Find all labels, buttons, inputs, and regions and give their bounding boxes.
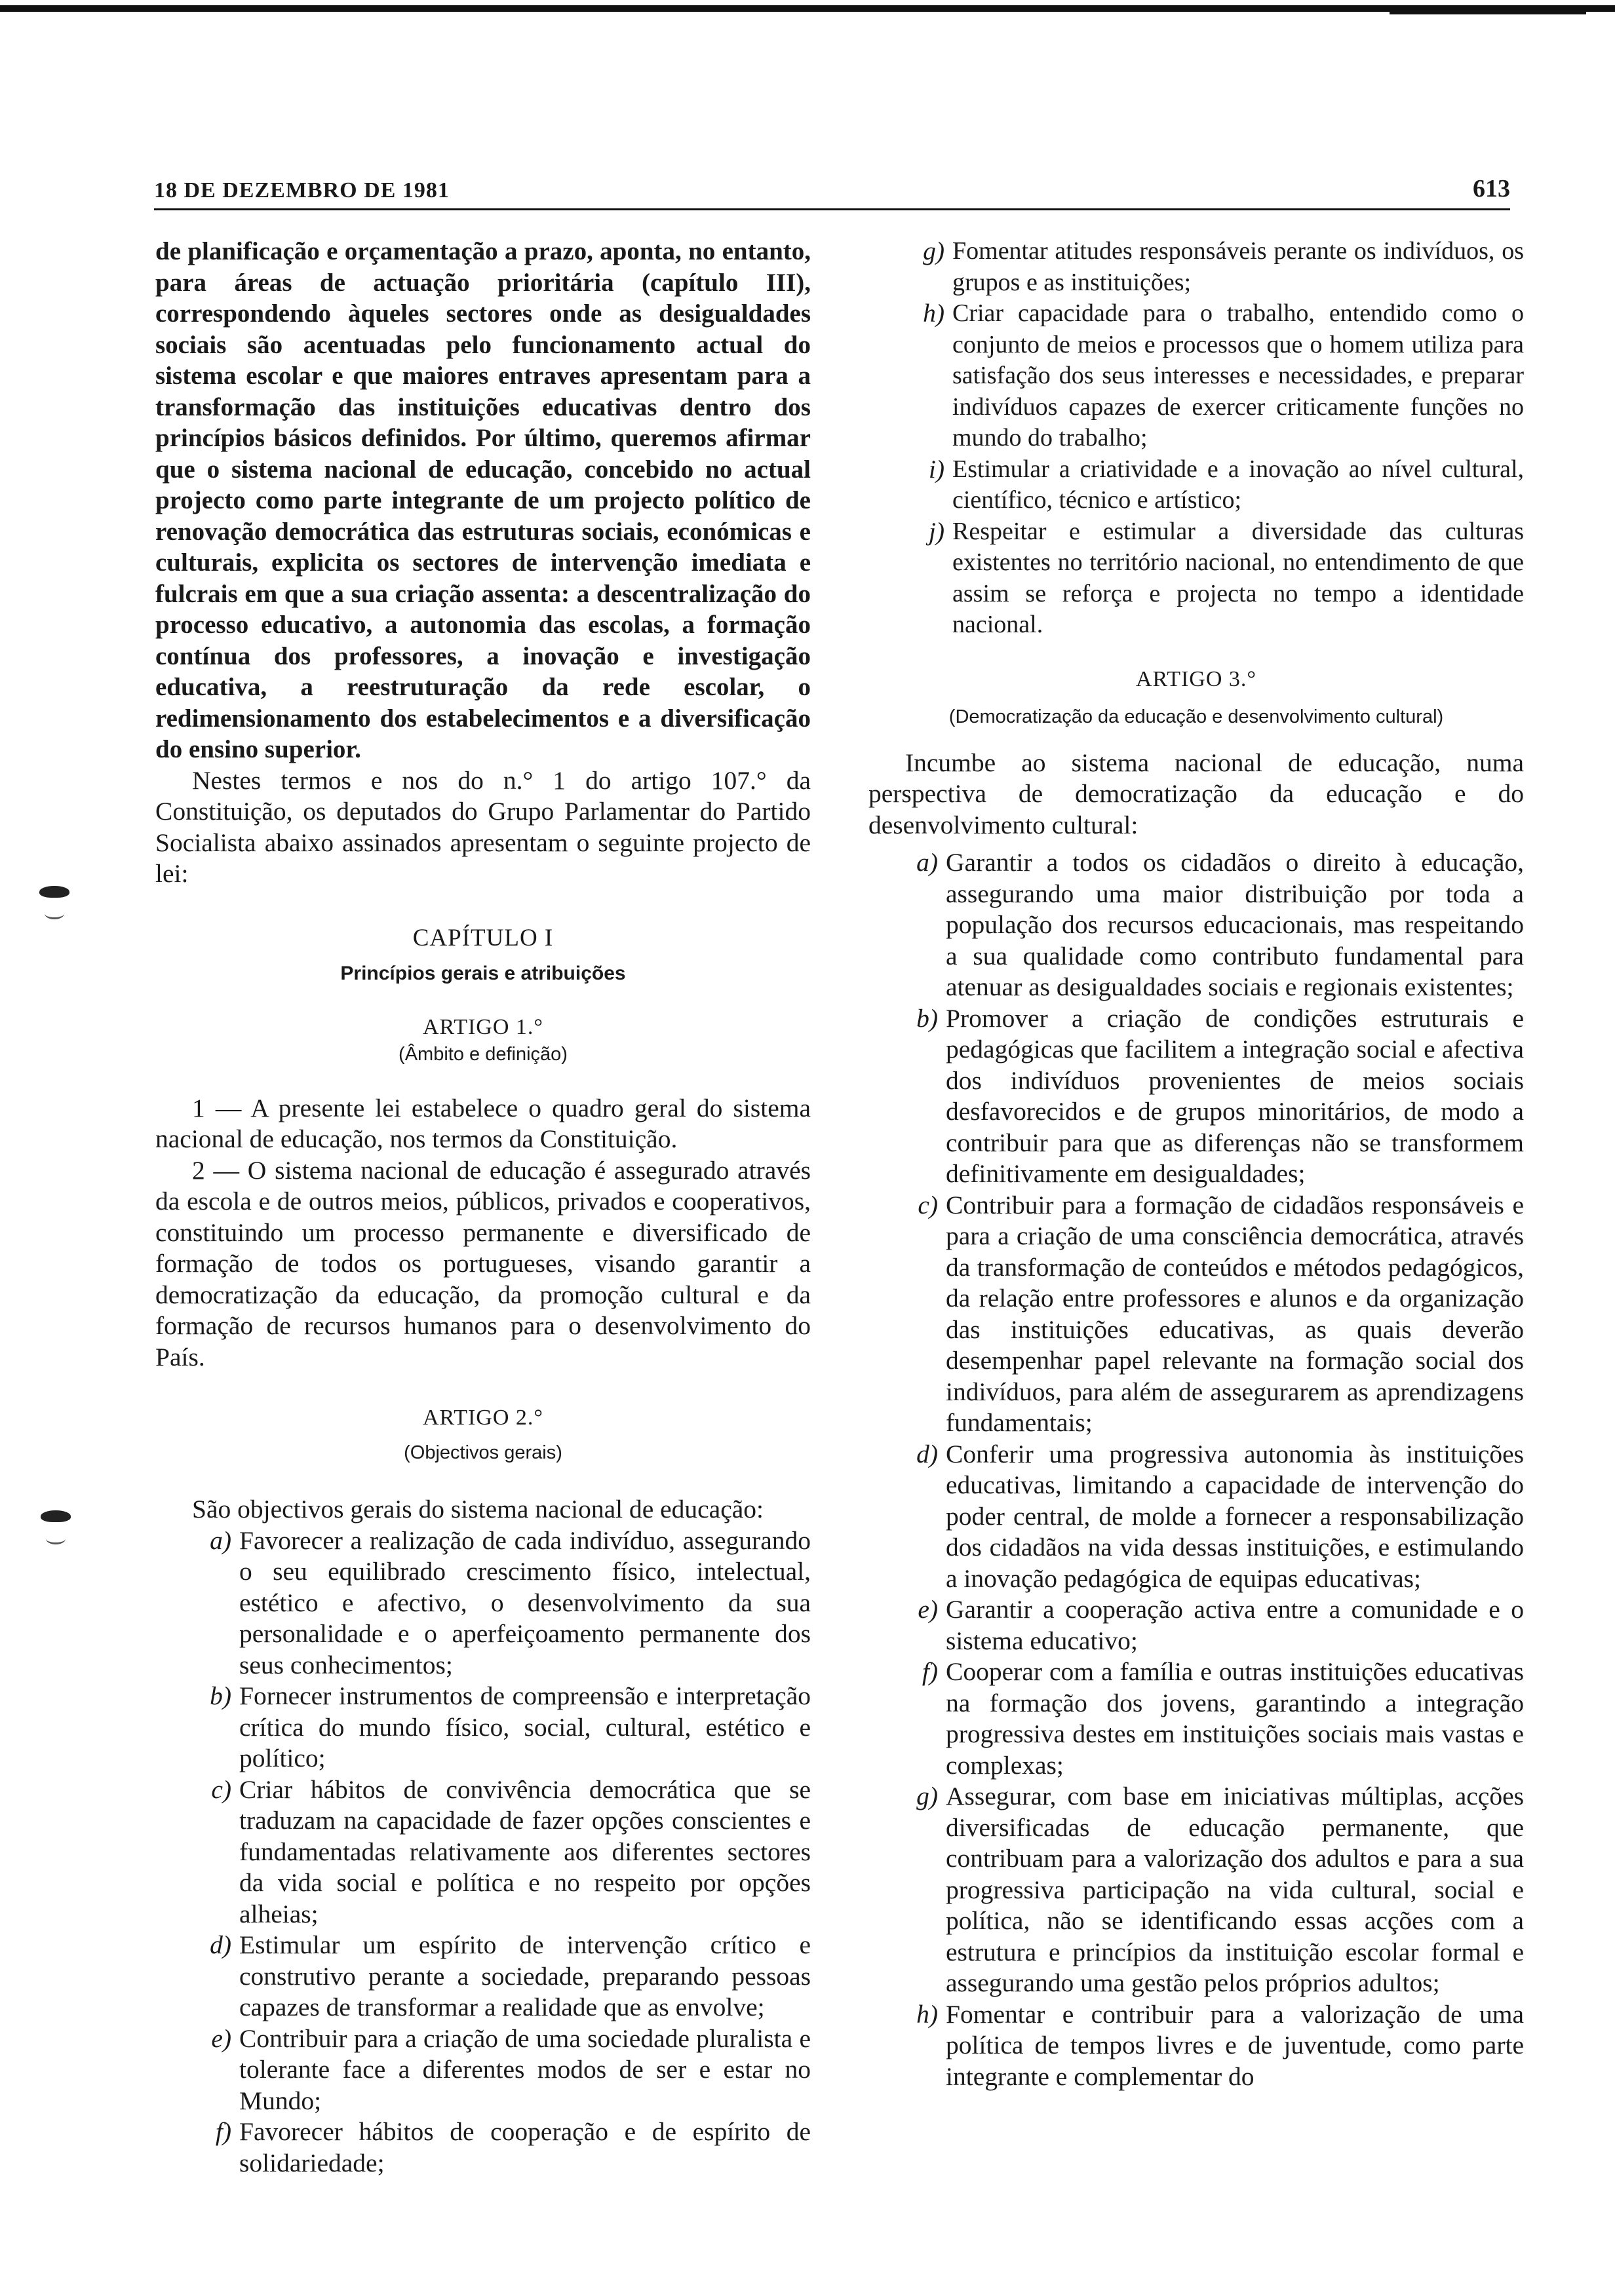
item-label: c)	[918, 1190, 938, 1219]
list-item	[868, 1439, 1524, 1595]
intro-paragraph: de planificação e orçamentação a prazo, aponta, no entanto, para áreas de actuação prioritária (capítulo III), correspondendo àqueles sectores onde as desigualdades sociais são acentuadas pelo funcionamento actual do sistema escolar e que maiores entraves apresentam para a transformação das instituições educativas dentro dos princípios básicos definidos. Por último, queremos afirmar que o sistema nacional de educação, concebido no actual projecto como parte integrante de um projecto político de renovação democrática das estruturas sociais, económicas e culturais, explicita os sectores de intervenção imediata e fulcrais em que a sua criação assenta: a descentralização do processo educativo, a autonomia das escolas, a formação contínua dos professores, a inovação e investigação educativa, a reestruturação da rede escolar, o redimensionamento dos estabelecimentos e a diversificação do ensino superior.	[155, 237, 811, 763]
item-label: b)	[210, 1681, 231, 1710]
item-text: Garantir a todos os cidadãos o direito à educação, assegurando uma maior distribuição por toda a população dos recursos educacionais, mas respeitando a sua qualidade como contributo fundamental para atenuar as desigualdades sociais e regionais existentes;	[946, 848, 1524, 1001]
item-label: h)	[923, 299, 944, 328]
margin-punch-curve	[46, 1533, 66, 1544]
item-label: i)	[928, 454, 944, 484]
item-text: Garantir a cooperação activa entre a comunidade e o sistema educativo;	[946, 1595, 1524, 1655]
article-2-list	[155, 1525, 811, 2179]
margin-punch-mark	[41, 1510, 71, 1522]
article-3-title: ARTIGO 3.°	[1136, 666, 1256, 691]
item-label: a)	[210, 1525, 231, 1555]
item-text: Assegurar, com base em iniciativas múltiplas, acções diversificadas de educação permanente, que contribuam para a valorização dos adultos e para a sua progressiva participação na vida cultural, social e política, não se identificando essas acções com a estrutura e princípios da instituição escolar formal e assegurando uma gestão pelos próprios adultos;	[946, 1782, 1524, 1997]
list-item	[155, 1681, 811, 1774]
item-text: Fornecer instrumentos de compreensão e interpretação crítica do mundo físico, social, cultural, estético e político;	[239, 1681, 811, 1772]
item-label: h)	[916, 1999, 938, 2029]
item-label: e)	[918, 1595, 938, 1624]
list-item	[868, 454, 1524, 516]
header-date: 18 DE DEZEMBRO DE 1981	[154, 178, 450, 202]
list-item	[868, 1594, 1524, 1656]
closing-paragraph: Nestes termos e nos do n.° 1 do artigo 107.° da Constituição, os deputados do Grupo Parlamentar do Partido Socialista abaixo assinados apresentam o seguinte projecto de lei:	[155, 765, 811, 888]
list-item	[155, 1525, 811, 1681]
item-text: Promover a criação de condições estruturais e pedagógicas que facilitem a integração social e afectiva dos indivíduos provenientes de meios sociais desfavorecidos e de grupos minoritários, de modo a contribuir para que as diferenças não se transformem definitivamente em desigualdades;	[946, 1003, 1524, 1188]
item-text: Favorecer a realização de cada indivíduo, assegurando o seu equilibrado crescimento físico, intelectual, estético e afectivo, o desenvolvimento da sua personalidade e o aperfeiçoamento permanente dos seus conhecimentos;	[239, 1525, 811, 1679]
item-text: Favorecer hábitos de cooperação e de espírito de solidariedade;	[239, 2117, 811, 2177]
list-item	[868, 298, 1524, 454]
list-item	[868, 1999, 1524, 2093]
list-item	[155, 1930, 811, 2023]
item-text: Respeitar e estimular a diversidade das culturas existentes no território nacional, no entendimento de que assim se reforça e projecta no tempo a identidade nacional.	[952, 517, 1524, 638]
item-label: c)	[211, 1774, 231, 1804]
article-1-paragraph-1: 1 — A presente lei estabelece o quadro geral do sistema nacional de educação, nos termos da Constituição.	[155, 1093, 811, 1153]
margin-punch-curve	[45, 908, 64, 919]
top-scan-rule	[0, 5, 1615, 12]
item-text: Fomentar atitudes responsáveis perante os indivíduos, os grupos e as instituições;	[952, 237, 1524, 296]
item-text: Conferir uma progressiva autonomia às instituições educativas, limitando a capacidade de intervenção do poder central, de molde a fornecer a responsabilização dos cidadãos na vida dessas instituições, e estimulando a inovação pedagógica de equipas educativas;	[946, 1439, 1524, 1593]
list-item	[868, 516, 1524, 641]
item-text: Cooperar com a família e outras instituições educativas na formação dos jovens, garantindo a integração progressiva destes em instituições sociais mais vastas e complexas;	[946, 1657, 1524, 1780]
left-column	[155, 236, 811, 2179]
item-label: j)	[928, 516, 944, 546]
top-scan-rule-tail	[1390, 10, 1586, 14]
article-3-list	[868, 847, 1524, 2092]
item-label: d)	[210, 1930, 231, 1959]
item-text: Fomentar e contribuir para a valorização de uma política de tempos livres e de juventude, como parte integrante e complementar do	[946, 1999, 1524, 2091]
article-2-intro: São objectivos gerais do sistema nacional de educação:	[192, 1495, 764, 1523]
list-item	[868, 1190, 1524, 1439]
item-label: a)	[916, 848, 938, 877]
article-2-title: ARTIGO 2.°	[423, 1406, 543, 1430]
article-3-note: (Democratização da educação e desenvolvimento cultural)	[948, 706, 1444, 727]
item-text: Estimular um espírito de intervenção crítico e construtivo perante a sociedade, preparando pessoas capazes de transformar a realidade que as envolve;	[239, 1930, 811, 2021]
article-2-note: (Objectivos gerais)	[404, 1442, 562, 1463]
item-label: f)	[215, 2117, 231, 2146]
chapter-subtitle: Princípios gerais e atribuições	[340, 962, 626, 984]
margin-punch-mark	[39, 886, 69, 898]
item-label: b)	[916, 1003, 938, 1033]
item-label: e)	[211, 2023, 231, 2053]
item-label: g)	[923, 237, 944, 265]
list-item	[868, 1656, 1524, 1781]
article-1-note: (Âmbito e definição)	[399, 1043, 568, 1065]
item-text: Criar hábitos de convivência democrática que se traduzam na capacidade de fazer opções conscientes e fundamentadas relativamente aos diferentes sectores da vida social e política e no respeito por opções alheias;	[239, 1774, 811, 1928]
page-header	[154, 172, 1510, 210]
list-item	[868, 847, 1524, 1003]
list-item	[868, 1781, 1524, 1999]
item-text: Contribuir para a criação de uma sociedade pluralista e tolerante face a diferentes modos de ser e estar no Mundo;	[239, 2023, 811, 2115]
list-item	[155, 2116, 811, 2179]
item-label: f)	[922, 1657, 938, 1686]
article-2-list-continued	[868, 236, 1524, 641]
list-item	[155, 1774, 811, 1930]
article-3-intro: Incumbe ao sistema nacional de educação, numa perspectiva de democratização da educação e do desenvolvimento cultural:	[868, 748, 1524, 839]
list-item	[868, 1003, 1524, 1190]
item-text: Contribuir para a formação de cidadãos responsáveis e para a criação de uma consciência democrática, através da transformação de conteúdos e métodos pedagógicos, da relação entre professores e alunos e da organização das instituições educativas, as quais deverão desempenhar papel relevante na formação social dos indivíduos, para além de assegurarem as aprendizagens fundamentais;	[946, 1190, 1524, 1437]
right-column	[868, 236, 1524, 2092]
item-label: d)	[916, 1439, 938, 1468]
article-1-title: ARTIGO 1.°	[423, 1014, 543, 1039]
article-1-paragraph-2: 2 — O sistema nacional de educação é assegurado através da escola e de outros meios, públicos, privados e cooperativos, constituindo um processo permanente e diversificado de formação de todos os portugueses, visando garantir a democratização da educação, da promoção cultural e da formação de recursos humanos para o desenvolvimento do País.	[155, 1155, 811, 1371]
list-item	[155, 2023, 811, 2117]
page-number: 613	[1473, 175, 1510, 202]
list-item	[868, 236, 1524, 298]
chapter-title: CAPÍTULO I	[412, 924, 554, 951]
item-text: Criar capacidade para o trabalho, entendido como o conjunto de meios e processos que o homem utiliza para satisfação dos seus interesses e necessidades, e preparar indivíduos capazes de exercer criticamente funções no mundo do trabalho;	[952, 299, 1524, 451]
item-text: Estimular a criatividade e a inovação ao nível cultural, científico, técnico e artístico;	[952, 455, 1524, 514]
item-label: g)	[916, 1782, 938, 1810]
